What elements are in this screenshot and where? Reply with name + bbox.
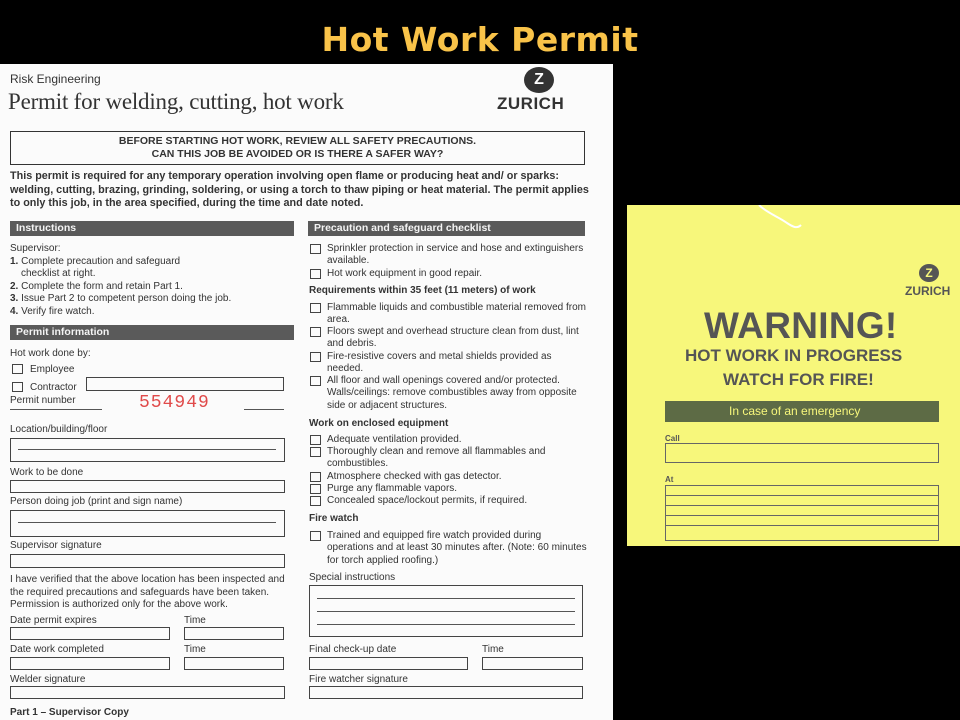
at-field[interactable] [665, 485, 939, 541]
checklist-item: Flammable liquids and combustible material removed from area. [310, 302, 590, 327]
checklist-item: Adequate ventilation provided. [310, 434, 590, 446]
part-label: Part 1 – Supervisor Copy [10, 707, 129, 718]
employee-label: Employee [30, 364, 75, 375]
instruction-step: checklist at right. [21, 268, 96, 279]
date-completed-field[interactable] [10, 657, 170, 670]
call-field[interactable] [665, 443, 939, 463]
welder-signature-label: Welder signature [10, 674, 86, 685]
supervisor-signature-label: Supervisor signature [10, 540, 102, 551]
instruction-step: 1. Complete precaution and safeguard [10, 255, 181, 267]
welder-signature-field[interactable] [10, 686, 285, 699]
checklist-item: Thoroughly clean and remove all flammables and combustibles. [310, 446, 590, 471]
zurich-wordmark: ZURICH [905, 284, 951, 298]
risk-engineering-label: Risk Engineering [10, 72, 101, 86]
permit-number-line [244, 409, 284, 410]
checklist-checkbox[interactable] [310, 376, 321, 386]
checklist-checkbox[interactable] [310, 435, 321, 445]
fire-watch-subheading: Fire watch [309, 513, 359, 524]
checklist-heading: Precaution and safeguard checklist [308, 221, 585, 236]
zurich-wordmark: ZURICH [497, 94, 565, 113]
fire-watcher-signature-label: Fire watcher signature [309, 674, 408, 685]
checklist-item: All floor and wall openings covered and/or protected. Walls/ceilings: remove combustibles away from opposite side or adjacent structures. [310, 375, 590, 412]
tag-hot-work-line: HOT WORK IN PROGRESS [685, 346, 903, 365]
checklist-checkbox[interactable] [310, 496, 321, 506]
contractor-checkbox[interactable] [12, 382, 23, 392]
checklist-item: Fire-resistive covers and metal shields provided as needed. [310, 351, 590, 376]
checklist-item: Concealed space/lockout permits, if required. [310, 495, 590, 507]
tag-string-icon [757, 205, 817, 233]
slide-title: Hot Work Permit [321, 20, 639, 59]
time-label: Time [184, 615, 206, 626]
safety-warning-box [10, 131, 585, 165]
tag-warning-heading: WARNING! [704, 305, 898, 346]
supervisor-signature-field[interactable] [10, 554, 285, 568]
checklist-checkbox[interactable] [310, 327, 321, 337]
zurich-logo-icon: Z [524, 67, 554, 93]
tag-watch-fire-line: WATCH FOR FIRE! [723, 370, 874, 389]
permit-info-heading: Permit information [10, 325, 294, 340]
warning-tag [627, 205, 960, 546]
checklist-item: Floors swept and overhead structure clean from dust, lint and debris. [310, 326, 590, 351]
time-label: Time [482, 644, 504, 655]
checklist-item: Atmosphere checked with gas detector. [310, 471, 590, 483]
special-instructions-label: Special instructions [309, 572, 396, 583]
field-writing-line [666, 525, 938, 526]
enclosed-equipment-subheading: Work on enclosed equipment [309, 418, 449, 429]
at-label: At [665, 475, 674, 484]
emergency-bar: In case of an emergency [665, 401, 939, 422]
permit-document [0, 64, 613, 720]
field-writing-line [666, 495, 938, 496]
date-expires-label: Date permit expires [10, 615, 97, 626]
person-doing-job-field[interactable] [10, 510, 285, 537]
instructions-heading: Instructions [10, 221, 294, 236]
field-writing-line [317, 624, 575, 625]
location-field[interactable] [10, 438, 285, 462]
checklist-item: Sprinkler protection in service and hose and extinguishers available. [310, 243, 590, 268]
person-doing-job-label: Person doing job (print and sign name) [10, 496, 183, 507]
checklist-checkbox[interactable] [310, 531, 321, 541]
checklist-checkbox[interactable] [310, 352, 321, 362]
employee-checkbox[interactable] [12, 364, 23, 374]
checklist-checkbox[interactable] [310, 303, 321, 313]
checklist-item: Purge any flammable vapors. [310, 483, 590, 495]
instruction-step: 4. Verify fire watch. [10, 305, 95, 317]
permit-number-value: 554949 [139, 393, 210, 413]
checklist-checkbox[interactable] [310, 484, 321, 494]
hot-work-done-by-label: Hot work done by: [10, 348, 91, 359]
date-completed-label: Date work completed [10, 644, 104, 655]
instruction-step: 3. Issue Part 2 to competent person doing the job. [10, 293, 232, 304]
permit-number-line [10, 409, 102, 410]
work-to-be-done-field[interactable] [10, 480, 285, 493]
time-completed-field[interactable] [184, 657, 284, 670]
warning-line-2: CAN THIS JOB BE AVOIDED OR IS THERE A SAFER WAY? [151, 148, 444, 160]
final-checkup-date-label: Final check-up date [309, 644, 397, 655]
checklist-checkbox[interactable] [310, 244, 321, 254]
checklist-checkbox[interactable] [310, 447, 321, 457]
time-label: Time [184, 644, 206, 655]
work-to-be-done-label: Work to be done [10, 467, 84, 478]
instruction-step: 2. Complete the form and retain Part 1. [10, 280, 183, 292]
call-label: Call [665, 434, 680, 443]
field-writing-line [18, 449, 276, 450]
zurich-logo-icon: Z [919, 264, 939, 282]
checklist-item: Trained and equipped fire watch provided during operations and at least 30 minutes after. (Note: 60 minutes for torch applied roofing.) [310, 530, 590, 567]
final-checkup-date-field[interactable] [309, 657, 468, 670]
field-writing-line [18, 522, 276, 523]
contractor-label: Contractor [30, 382, 77, 393]
final-checkup-time-field[interactable] [482, 657, 583, 670]
permit-number-label: Permit number [10, 395, 76, 406]
date-expires-field[interactable] [10, 627, 170, 640]
warning-line-1: BEFORE STARTING HOT WORK, REVIEW ALL SAFETY PRECAUTIONS. [118, 135, 477, 147]
permit-title: Permit for welding, cutting, hot work [8, 89, 344, 114]
field-writing-line [666, 505, 938, 506]
field-writing-line [317, 598, 575, 599]
contractor-name-field[interactable] [86, 377, 284, 391]
checklist-item: Hot work equipment in good repair. [310, 268, 590, 280]
field-writing-line [317, 611, 575, 612]
field-writing-line [666, 515, 938, 516]
intro-paragraph: This permit is required for any temporary operation involving open flame or producing heat and/ or sparks: welding, cutting, brazing, grinding, soldering, or using a torch to thaw piping or heat material. The permit applies to only this job, in the area specified, during the time and date noted. [10, 170, 589, 209]
instructions-list [10, 243, 294, 318]
time-expires-field[interactable] [184, 627, 284, 640]
fire-watcher-signature-field[interactable] [309, 686, 583, 699]
checklist-checkbox[interactable] [310, 472, 321, 482]
requirements-35ft-subheading: Requirements within 35 feet (11 meters) of work [309, 285, 536, 296]
location-label: Location/building/floor [10, 424, 108, 435]
checklist-checkbox[interactable] [310, 269, 321, 279]
supervisor-label: Supervisor: [10, 243, 61, 254]
verification-statement: I have verified that the above location has been inspected and the required precautions and safeguards have been taken. Permission is authorized only for the above work. [10, 574, 285, 610]
